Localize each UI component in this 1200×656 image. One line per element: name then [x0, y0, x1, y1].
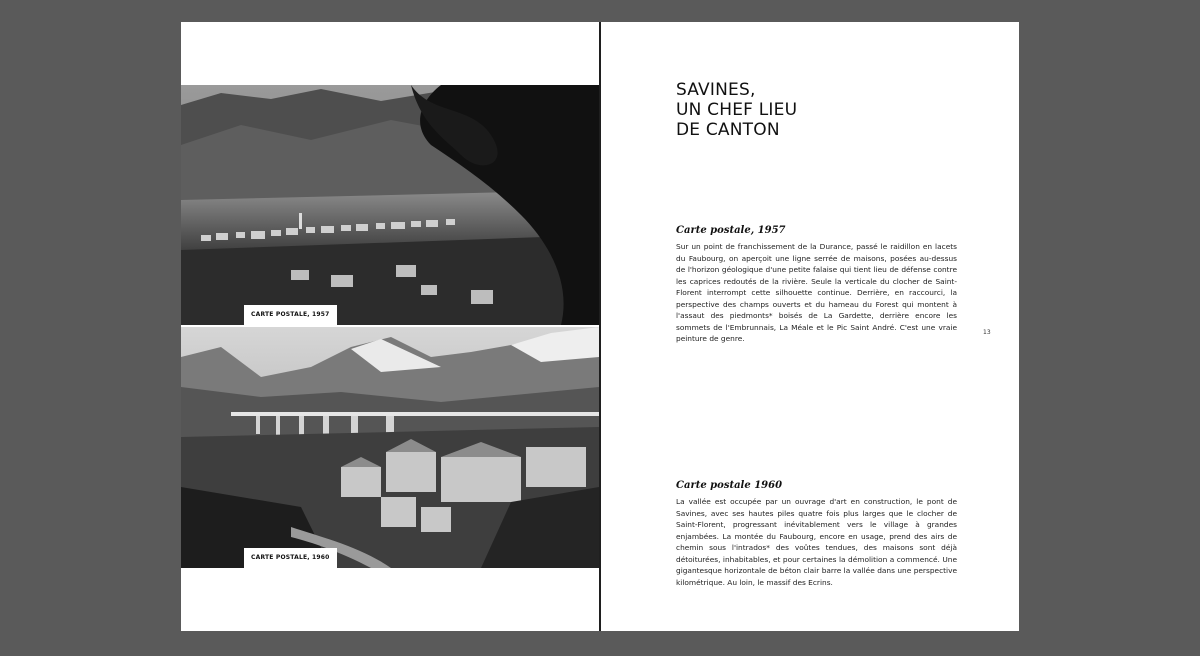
- section-heading-1957: Carte postale, 1957: [676, 225, 786, 236]
- title-line: DE CANTON: [676, 120, 780, 140]
- book-spread: [181, 22, 1019, 631]
- photo-caption: CARTE POSTALE, 1957: [244, 305, 337, 325]
- title-line: SAVINES,: [676, 80, 756, 100]
- bridge-1960-image: [181, 327, 599, 568]
- section-body-1957: Sur un point de franchissement de la Durance, passé le raidillon en lacets du Faubourg, on aperçoit une ligne serrée de maisons, posées au-dessus de l'horizon géologique d'une petite falaise qui tient lieu de défense contre les caprices redoutés de la rivière. Seule la verticale du clocher de Saint-Florent interrompt cette silhouette continue. Derrière, en raccourci, la perspective des champs ouverts et du hameau du Forest qui montent à l'assaut des piedmonts* boisés de La Gardette, derrière encore les sommets de l'Embrunnais, La Méale et le Pic Saint André. C'est une vraie peinture de genre.: [676, 242, 957, 343]
- photo-caption: CARTE POSTALE, 1960: [244, 548, 337, 568]
- page-number: 13: [983, 329, 991, 336]
- village-1957-image: [181, 85, 599, 325]
- section-body-1960: La vallée est occupée par un ouvrage d'art en construction, le pont de Savines, avec ses hautes piles quatre fois plus larges que le clocher de Saint-Florent, progressant inévitablement vers le village à grandes enjambées. La montée du Faubourg, encore en usage, prend des airs de chemin sous l'intrados* des voûtes tendues, des maisons sont déjà détoiturées, inhabitables, et pour certaines la démolition a commencé. Une gigantesque horizontale de béton clair barre la vallée dans une perspective kilométrique. Au loin, le massif des Ecrins.: [676, 497, 957, 587]
- title-line: UN CHEF LIEU: [676, 100, 798, 120]
- photo-1957: [181, 85, 599, 325]
- chapter-title: [676, 80, 797, 140]
- left-page: [181, 22, 599, 631]
- section-heading-1960: Carte postale 1960: [676, 480, 783, 491]
- photo-1960: [181, 327, 599, 568]
- right-page: [601, 22, 1019, 631]
